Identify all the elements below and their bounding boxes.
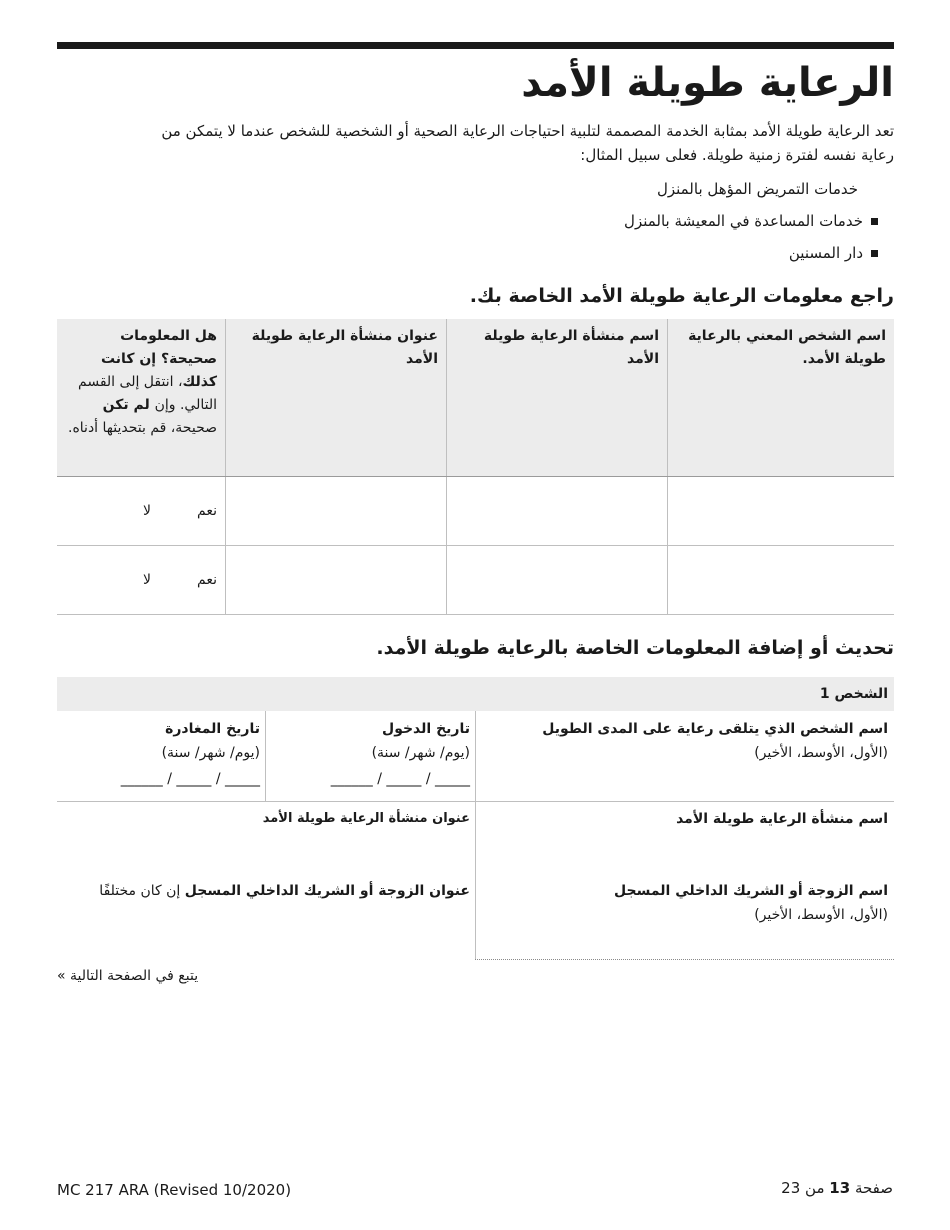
col-correct: هل المعلومات صحيحة؟ إن كانت كذلك، انتقل إلى القسم التالي. وإن لم تكن صحيحة، قم بتحديثها أدناه.	[57, 319, 226, 477]
divider	[475, 801, 476, 959]
review-table	[57, 319, 894, 615]
page	[57, 42, 894, 959]
page-number: صفحة 13 من 23	[781, 1179, 893, 1197]
person-name-cell[interactable]	[668, 477, 895, 546]
col-facility-address: عنوان منشأة الرعاية طويلة الأمد	[226, 319, 447, 477]
table-row	[57, 477, 894, 546]
intro-line-2: رعاية نفسه لفترة زمنية طويلة. فعلى سبيل المثال:	[580, 146, 894, 164]
yes-no-cell	[57, 477, 226, 546]
yes-option[interactable]: نعم	[197, 572, 217, 588]
update-form-grid	[57, 711, 894, 959]
list-item: خدمات المساعدة في المعيشة بالمنزل	[57, 205, 894, 237]
facility-name-field[interactable]: اسم منشأة الرعاية طويلة الأمد	[676, 811, 888, 827]
entry-date-field[interactable]: تاريخ الدخول (يوم/ شهر/ سنة) ______ / _____ / _____	[330, 721, 470, 787]
spouse-address-field[interactable]: عنوان الزوجة أو الشريك الداخلي المسجل إن كان مختلفًا	[99, 883, 470, 899]
facility-address-cell[interactable]	[226, 546, 447, 615]
divider	[475, 959, 894, 960]
divider	[475, 711, 476, 801]
page-title: الرعاية طويلة الأمد	[521, 60, 894, 106]
no-option[interactable]: لا	[143, 503, 152, 519]
facility-name-cell[interactable]	[447, 546, 668, 615]
facility-address-cell[interactable]	[226, 477, 447, 546]
intro-line-1: تعد الرعاية طويلة الأمد بمثابة الخدمة المصممة لتلبية احتياجات الرعاية الصحية أو الشخصية للشخص عندما لا يتمكن من	[161, 122, 894, 140]
exit-date-field[interactable]: تاريخ المغادرة (يوم/ شهر/ سنة) ______ / _____ / _____	[120, 721, 260, 787]
yes-option[interactable]: نعم	[197, 503, 217, 519]
list-item: دار المسنين	[57, 237, 894, 269]
examples-list	[57, 173, 894, 269]
person-name-cell[interactable]	[668, 546, 895, 615]
spouse-name-field[interactable]: اسم الزوجة أو الشريك الداخلي المسجل (الأول، الأوسط، الأخير)	[614, 883, 888, 923]
table-row	[57, 546, 894, 615]
col-facility-name: اسم منشأة الرعاية طويلة الأمد	[447, 319, 668, 477]
review-heading: راجع معلومات الرعاية طويلة الأمد الخاصة بك.	[469, 285, 894, 307]
bullet-square-icon	[871, 218, 878, 225]
intro-text	[57, 119, 894, 167]
update-heading: تحديث أو إضافة المعلومات الخاصة بالرعاية طويلة الأمد.	[376, 637, 894, 659]
divider	[265, 711, 266, 801]
review-header-row	[57, 319, 894, 477]
form-id: MC 217 ARA (Revised 10/2020)	[57, 1181, 292, 1199]
list-item: خدمات التمريض المؤهل بالمنزل	[656, 180, 858, 198]
continue-note: يتبع في الصفحة التالية »	[57, 968, 199, 984]
facility-name-cell[interactable]	[447, 477, 668, 546]
receiver-name-field[interactable]: اسم الشخص الذي يتلقى رعاية على المدى الطويل (الأول، الأوسط، الأخير)	[542, 721, 888, 761]
bullet-square-icon	[871, 250, 878, 257]
col-person-name: اسم الشخص المعني بالرعاية طويلة الأمد.	[668, 319, 895, 477]
no-option[interactable]: لا	[143, 572, 152, 588]
person-section-header: الشخص 1	[57, 677, 894, 711]
top-rule	[57, 42, 894, 49]
yes-no-cell	[57, 546, 226, 615]
facility-address-field[interactable]: عنوان منشأة الرعاية طويلة الأمد	[262, 811, 470, 826]
